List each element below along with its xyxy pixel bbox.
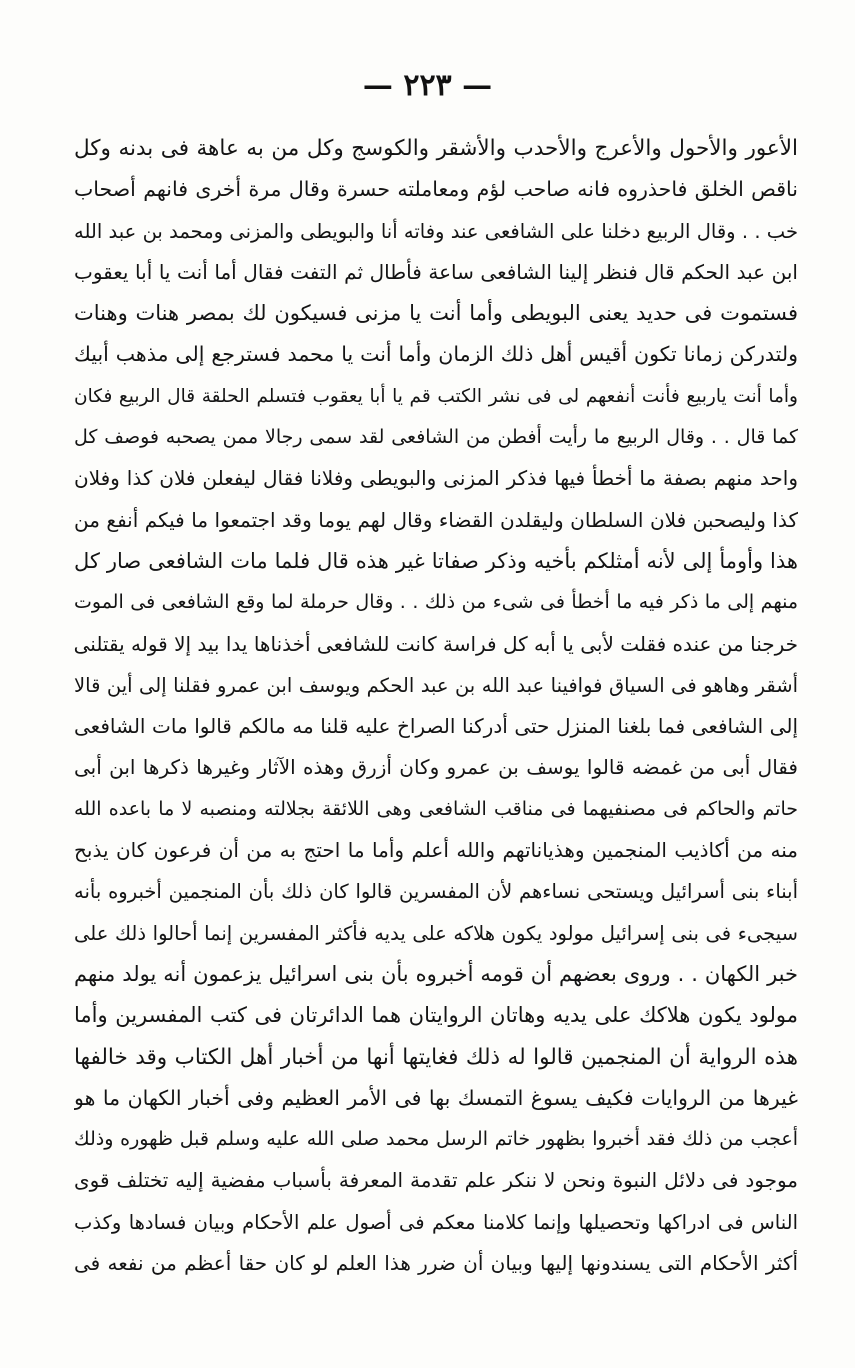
text-line: أعجب من ذلك فقد أخبروا بظهور خاتم الرسل محمد صلى الله عليه وسلم قبل ظهوره وذلك	[74, 1128, 798, 1151]
text-line: وأما أنت ياربيع فأنت أنفعهم لى فى نشر الكتب قم يا أبا يعقوب فتسلم الحلقة قال الربيع فكان	[74, 385, 798, 407]
text-line: خبر الكهان . . وروى بعضهم أن قومه أخبروه بأن بنى اسرائيل يزعمون أنه يولد منهم	[74, 961, 798, 986]
page-number: — ٢٢٣ —	[362, 68, 493, 103]
text-line: كذا وليصحبن فلان السلطان وليقلدن القضاء وقال لهم يوما وقد اجتمعوا ما فيكم أنفع من	[74, 507, 798, 532]
text-line: أشقر وهاهو فى السياق فوافينا عبد الله بن عبد الحكم ويوسف ابن عمرو فقلنا إلى أين قالا	[74, 673, 798, 697]
text-line: ابن عبد الحكم قال فنظر إلينا الشافعى ساعة فأطال ثم التفت فقال أما أنت يا أبا يعقوب	[74, 259, 798, 284]
text-line: هذا وأومأ إلى لأنه أمثلكم بأخيه وذكر صفاتا غير هذه قال فلما مات الشافعى صار كل	[74, 548, 798, 573]
text-line: خرجنا من عنده فقلت لأبى يا أبه كل فراسة كانت للشافعى أخذناها يدا بيد إلا قوله يقتلنى	[74, 631, 798, 656]
body-text	[74, 128, 798, 1284]
text-line: منهم إلى ما ذكر فيه ما أخطأ فى شىء من ذلك . . وقال حرملة لما وقع الشافعى فى الموت	[74, 591, 798, 614]
text-line: ناقص الخلق فاحذروه فانه صاحب لؤم ومعاملته حسرة وقال مرة أخرى فانهم أصحاب	[74, 177, 798, 202]
text-line: الناس فى ادراكها وتحصيلها وإنما كلامنا معكم فى أصول علم الأحكام وبيان فسادها وكذب	[74, 1210, 798, 1234]
text-line: مولود يكون هلاكك على يديه وهاتان الروايتان هما الدائرتان فى كتب المفسرين وأما	[74, 1003, 798, 1028]
text-line: أكثر الأحكام التى يسندونها إليها وبيان أن ضرر هذا العلم لو كان حقا أعظم من نفعه فى	[74, 1251, 798, 1276]
text-line: سيجىء فى بنى إسرائيل مولود يكون هلاكه على يديه فأكثر المفسرين إنما أحالوا ذلك على	[74, 921, 798, 945]
text-line: فقال أبى من غمضه قالوا يوسف بن عمرو وكان أزرق وهذه الآثار وغيرها ذكرها ابن أبى	[74, 755, 798, 780]
text-line: منه من أكاذيب المنجمين وهذياناتهم والله أعلم وأما ما احتج به من أن فرعون كان يذبح	[74, 838, 798, 863]
text-line: موجود فى دلائل النبوة ونحن لا ننكر علم تقدمة المعرفة بأسباب مفضية إليه تختلف قوى	[74, 1168, 798, 1193]
text-line: ولتدركن زمانا تكون أقيس أهل ذلك الزمان وأما أنت يا محمد فسترجع إلى مذهب أبيك	[74, 342, 798, 367]
text-line: كما قال . . وقال الربيع ما رأيت أفطن من الشافعى لقد سمى رجالا ممن يصحبه فوصف كل	[74, 426, 798, 449]
text-line: واحد منهم بصفة ما أخطأ فيها فذكر المزنى والبويطى وفلانا فقال ليفعلن فلان كذا وفلان	[74, 466, 798, 491]
text-line: إلى الشافعى فما بلغنا المنزل حتى أدركنا الصراخ عليه قلنا مه مالكم قالوا مات الشافعى	[74, 714, 798, 739]
text-line: حاتم والحاكم فى مصنفيهما فى مناقب الشافعى وهى اللائقة بجلالته ومنصبه لا ما باعده الله	[74, 797, 798, 820]
text-line: خب . . وقال الربيع دخلنا على الشافعى عند وفاته أنا والبويطى والمزنى ومحمد بن عبد الله	[74, 219, 798, 243]
text-line: فستموت فى حديد يعنى البويطى وأما أنت يا مزنى فسيكون لك بمصر هنات وهنات	[74, 301, 798, 326]
text-line: هذه الرواية أن المنجمين قالوا له ذلك فغايتها أنها من أخبار أهل الكتاب وقد خالفها	[74, 1044, 798, 1070]
text-line: الأعور والأحول والأعرج والأحدب والأشقر والكوسج وكل من به عاهة فى بدنه وكل	[74, 136, 798, 161]
text-line: غيرها من الروايات فكيف يسوغ التمسك بها فى الأمر العظيم وفى أخبار الكهان ما هو	[74, 1085, 798, 1110]
text-line: أبناء بنى أسرائيل ويستحى نساءهم لأن المفسرين قالوا كان ذلك بأن المنجمين أخبروه بأنه	[74, 880, 798, 904]
